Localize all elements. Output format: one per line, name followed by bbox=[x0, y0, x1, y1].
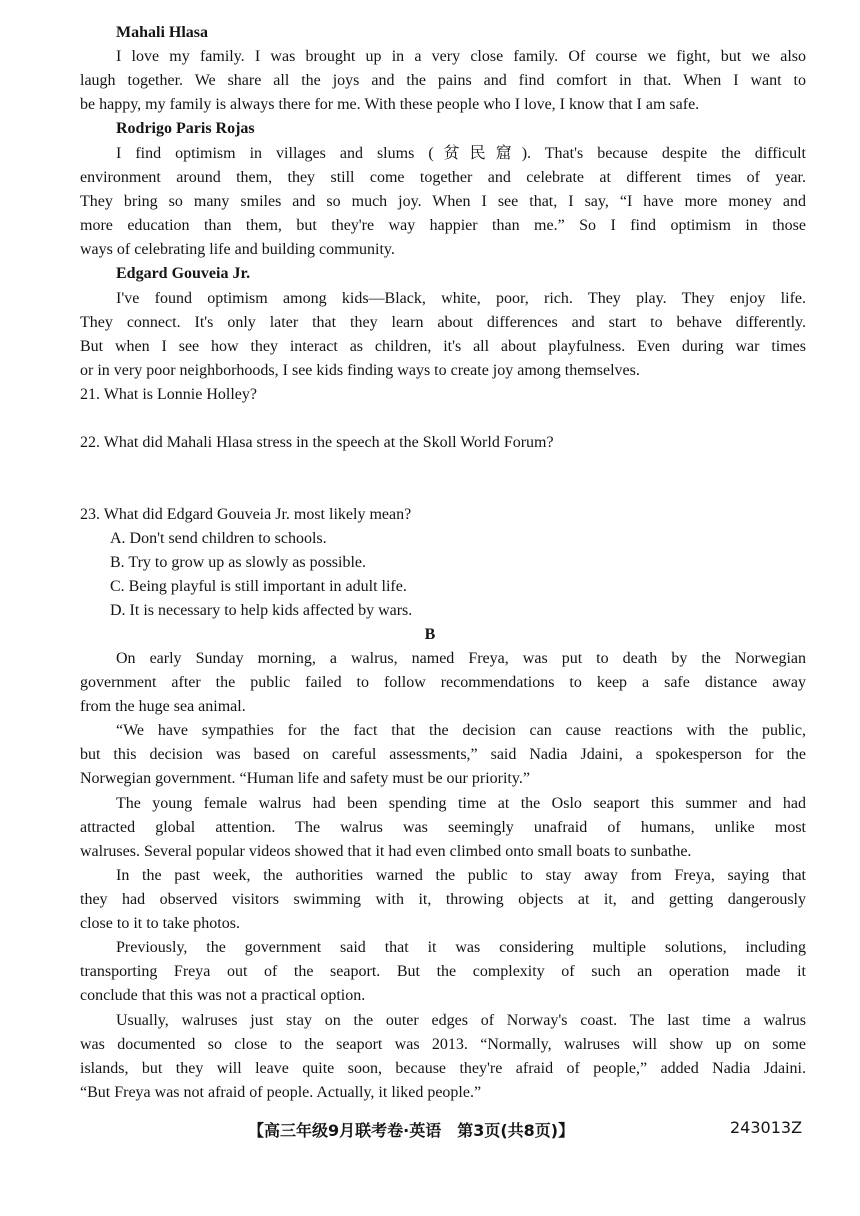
option: A. Don't send children to schools. bbox=[110, 530, 327, 547]
passage-line: On early Sunday morning, a walrus, named Freya, was put to death by the Norwegian bbox=[116, 650, 806, 667]
passage-line: I find optimism in villages and slums (贫民窟). That's because despite the difficult bbox=[116, 145, 806, 162]
passage-line: In the past week, the authorities warned the public to stay away from Freya, saying that bbox=[116, 867, 806, 884]
passage-line: close to it to take photos. bbox=[80, 915, 240, 932]
passage-line: They bring so many smiles and so much joy. When I see that, I say, “I have more money and bbox=[80, 193, 806, 210]
passage-line: Usually, walruses just stay on the outer edges of Norway's coast. The last time a walrus bbox=[116, 1012, 806, 1029]
speaker-name: Edgard Gouveia Jr. bbox=[116, 265, 251, 282]
passage-line: Previously, the government said that it was considering multiple solutions, including bbox=[116, 939, 806, 956]
passage-line: They connect. It's only later that they learn about differences and start to behave differently. bbox=[80, 314, 806, 331]
passage-line: “We have sympathies for the fact that the decision can cause reactions with the public, bbox=[116, 722, 806, 739]
passage-line: was documented so close to the seaport was 2013. “Normally, walruses will show up on some bbox=[80, 1036, 806, 1053]
option: B. Try to grow up as slowly as possible. bbox=[110, 554, 367, 571]
passage-line: or in very poor neighborhoods, I see kids finding ways to create joy among themselves. bbox=[80, 362, 640, 379]
passage-line: laugh together. We share all the joys and the pains and find comfort in that. When I want to bbox=[80, 72, 806, 89]
question-stem: 21. What is Lonnie Holley? bbox=[80, 386, 257, 403]
passage-line: But when I see how they interact as children, it's all about playfulness. Even during war times bbox=[80, 338, 806, 355]
passage-line: attracted global attention. The walrus was seemingly unafraid of humans, unlike most bbox=[80, 819, 806, 836]
section-heading: B bbox=[424, 626, 436, 643]
passage-line: government after the public failed to follow recommendations to keep a safe distance away bbox=[80, 674, 806, 691]
passage-line: walruses. Several popular videos showed that it had even climbed onto small boats to sunbathe. bbox=[80, 843, 692, 860]
passage-line: from the huge sea animal. bbox=[80, 698, 246, 715]
passage-line: conclude that this was not a practical option. bbox=[80, 987, 366, 1004]
question-stem: 22. What did Mahali Hlasa stress in the speech at the Skoll World Forum? bbox=[80, 434, 554, 451]
passage-line: “But Freya was not afraid of people. Actually, it liked people.” bbox=[80, 1084, 482, 1101]
footer-label: 【高三年级9月联考卷·英语 第3页(共8页)】 bbox=[248, 1121, 575, 1140]
passage-line: they had observed visitors swimming with it, throwing objects at it, and getting dangerously bbox=[80, 891, 806, 908]
passage-line: The young female walrus had been spending time at the Oslo seaport this summer and had bbox=[116, 795, 806, 812]
passage-line: transporting Freya out of the seaport. But the complexity of such an operation made it bbox=[80, 963, 806, 980]
passage-line: but this decision was based on careful assessments,” said Nadia Jdaini, a spokesperson for the bbox=[80, 746, 806, 763]
passage-line: more education than them, but they're way happier than me.” So I find optimism in those bbox=[80, 217, 806, 234]
exam-code: 243013Z bbox=[730, 1118, 803, 1137]
speaker-name: Mahali Hlasa bbox=[116, 24, 209, 41]
option: C. Being playful is still important in adult life. bbox=[110, 578, 407, 595]
passage-line: I love my family. I was brought up in a very close family. Of course we fight, but we also bbox=[116, 48, 806, 65]
passage-line: islands, but they will leave quite soon, because they're afraid of people,” added Nadia Jdaini. bbox=[80, 1060, 806, 1077]
speaker-name: Rodrigo Paris Rojas bbox=[116, 120, 255, 137]
passage-line: Norwegian government. “Human life and safety must be our priority.” bbox=[80, 770, 530, 787]
option: D. It is necessary to help kids affected by wars. bbox=[110, 602, 413, 619]
passage-line: ways of celebrating life and building community. bbox=[80, 241, 395, 258]
passage-line: be happy, my family is always there for me. With these people who I love, I know that I am safe. bbox=[80, 96, 700, 113]
question-stem: 23. What did Edgard Gouveia Jr. most likely mean? bbox=[80, 506, 412, 523]
passage-line: I've found optimism among kids—Black, white, poor, rich. They play. They enjoy life. bbox=[116, 290, 806, 307]
passage-line: environment around them, they still come together and celebrate at different times of year. bbox=[80, 169, 806, 186]
